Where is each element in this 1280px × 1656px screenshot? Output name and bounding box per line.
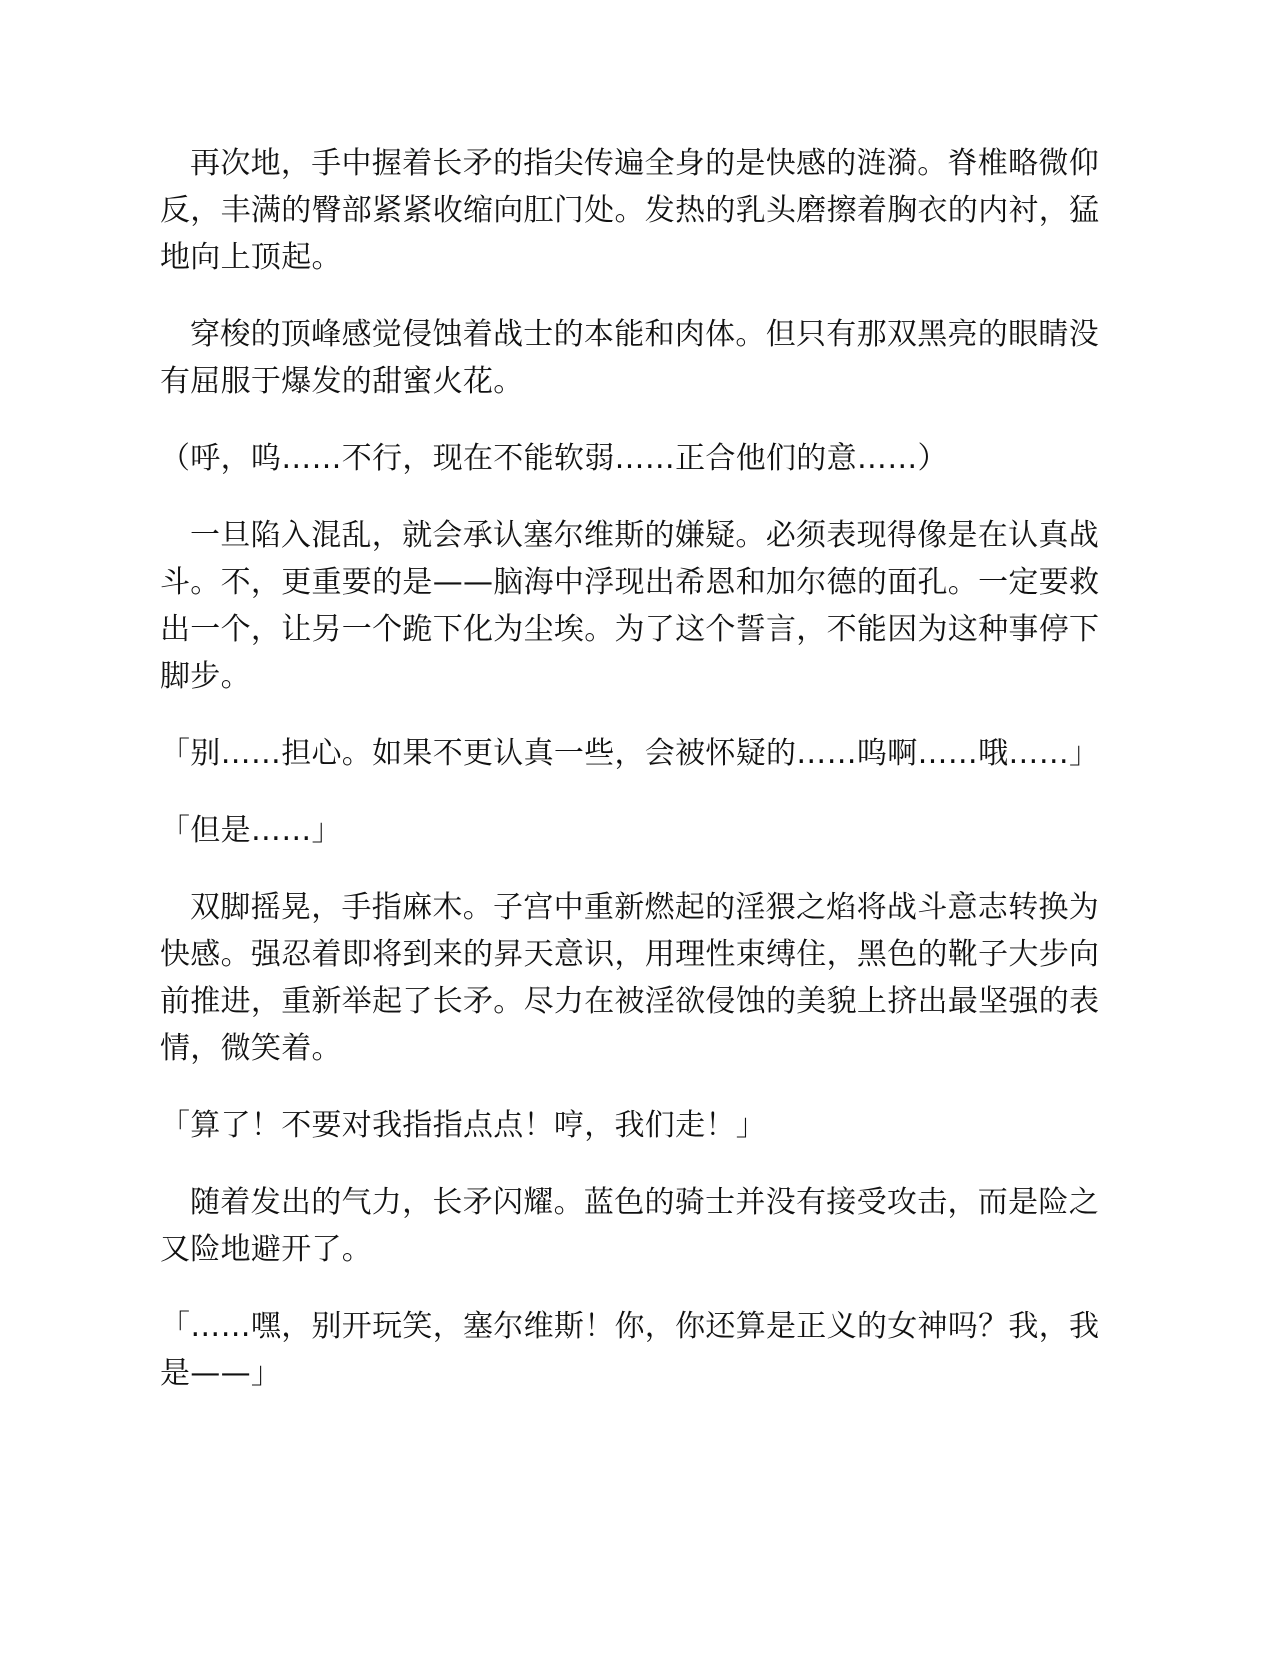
paragraph-narration: 再次地，手中握着长矛的指尖传遍全身的是快感的涟漪。脊椎略微仰反，丰满的臀部紧紧收缩向肛门处。发热的乳头磨擦着胸衣的内衬，猛地向上顶起。: [160, 146, 1100, 275]
paragraph-dialog: 「……嘿，别开玩笑，塞尔维斯！你，你还算是正义的女神吗？我，我是——」: [160, 1309, 1100, 1391]
paragraph-dialog: 「算了！不要对我指指点点！哼，我们走！」: [160, 1108, 766, 1143]
paragraph-dialog: 「但是……」: [160, 813, 342, 848]
paragraph-narration: 随着发出的气力，长矛闪耀。蓝色的骑士并没有接受攻击，而是险之又险地避开了。: [160, 1185, 1099, 1267]
paragraph-dialog: 「别……担心。如果不更认真一些，会被怀疑的……呜啊……哦……」: [160, 736, 1100, 771]
paragraph-narration: 一旦陷入混乱，就会承认塞尔维斯的嫌疑。必须表现得像是在认真战斗。不，更重要的是——脑海中浮现出希恩和加尔德的面孔。一定要救出一个，让另一个跪下化为尘埃。为了这个誓言，不能因为这种事停下脚步。: [160, 518, 1100, 694]
document-page: [160, 140, 1120, 1427]
paragraph-narration: 双脚摇晃，手指麻木。子宫中重新燃起的淫猥之焰将战斗意志转换为快感。强忍着即将到来的昇天意识，用理性束缚住，黑色的靴子大步向前推进，重新举起了长矛。尽力在被淫欲侵蚀的美貌上挤出最坚强的表情，微笑着。: [160, 890, 1100, 1066]
paragraph-narration: 穿梭的顶峰感觉侵蚀着战士的本能和肉体。但只有那双黑亮的眼睛没有屈服于爆发的甜蜜火花。: [160, 317, 1099, 399]
paragraph-dialog: （呼，呜……不行，现在不能软弱……正合他们的意……）: [160, 441, 948, 476]
